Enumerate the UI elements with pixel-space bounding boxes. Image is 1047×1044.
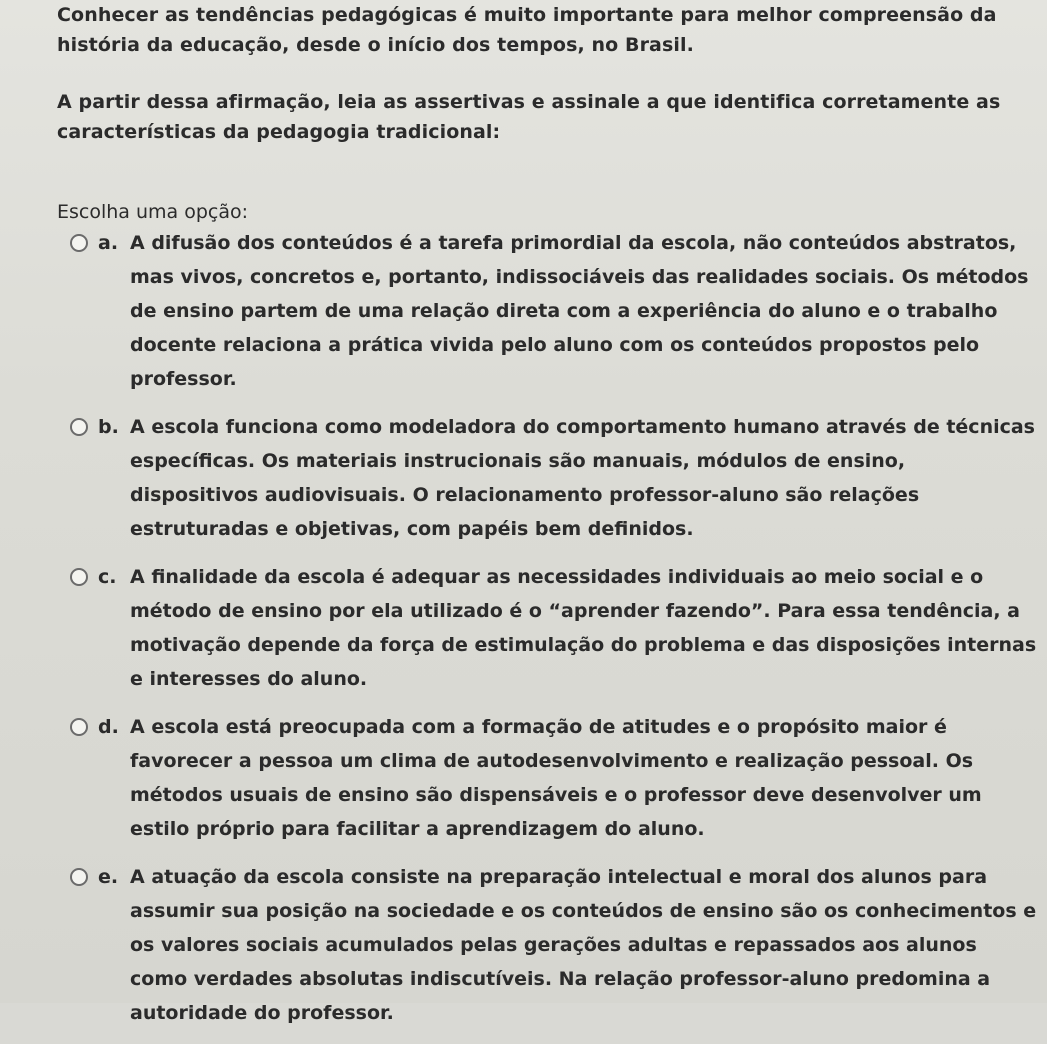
option-text: A escola está preocupada com a formação de atitudes e o propósito maior é favorecer a pessoa um clima de autodesenvolvimento e realização pessoal. Os métodos usuais de ensino são dispensáveis e o professor deve desenvolver um estilo próprio para facilitar a aprendizagem do aluno.: [130, 716, 982, 840]
option-letter: b.: [98, 416, 119, 438]
option-letter: e.: [98, 866, 119, 888]
radio-button-a[interactable]: [70, 234, 88, 252]
option-letter: d.: [98, 716, 119, 738]
option-text: A finalidade da escola é adequar as necessidades individuais ao meio social e o método de ensino por ela utilizado é o “aprender fazendo”. Para essa tendência, a motivação depende da força de estimulação do problema e das disposições internas e interesses do aluno.: [130, 566, 1037, 690]
option-letter: c.: [98, 566, 117, 588]
option-text: A atuação da escola consiste na preparação intelectual e moral dos alunos para assumir sua posição na sociedade e os conteúdos de ensino são os conhecimentos e os valores sociais acumulados pelas gerações adultas e repassados aos alunos como verdades absolutas indiscutíveis. Na relação professor-aluno predomina a autoridade do professor.: [130, 866, 1037, 1024]
question-instruction: A partir dessa afirmação, leia as assertivas e assinale a que identifica corretamente as características da pedagogia tradicional:: [57, 91, 1001, 143]
radio-button-e[interactable]: [70, 868, 88, 886]
option-letter: a.: [98, 232, 119, 254]
answer-option-e[interactable]: [70, 860, 1045, 1030]
answer-option-d[interactable]: [70, 710, 1045, 846]
option-text: A escola funciona como modeladora do comportamento humano através de técnicas específicas. Os materiais instrucionais são manuais, módulos de ensino, dispositivos audiovisuais. O relacionamento professor-aluno são relações estruturadas e objetivas, com papéis bem definidos.: [130, 416, 1035, 540]
radio-button-b[interactable]: [70, 418, 88, 436]
radio-button-d[interactable]: [70, 718, 88, 736]
answer-options: [70, 226, 1045, 1044]
answer-option-a[interactable]: [70, 226, 1045, 396]
answer-option-b[interactable]: [70, 410, 1045, 546]
question-intro-context: Conhecer as tendências pedagógicas é muito importante para melhor compreensão da história da educação, desde o início dos tempos, no Brasil.: [57, 4, 997, 56]
radio-button-c[interactable]: [70, 568, 88, 586]
option-text: A difusão dos conteúdos é a tarefa primordial da escola, não conteúdos abstratos, mas vivos, concretos e, portanto, indissociáveis das realidades sociais. Os métodos de ensino partem de uma relação direta com a experiência do aluno e o trabalho docente relaciona a prática vivida pelo aluno com os conteúdos propostos pelo professor.: [130, 232, 1029, 390]
choose-option-label: Escolha uma opção:: [57, 201, 249, 223]
answer-option-c[interactable]: [70, 560, 1045, 696]
